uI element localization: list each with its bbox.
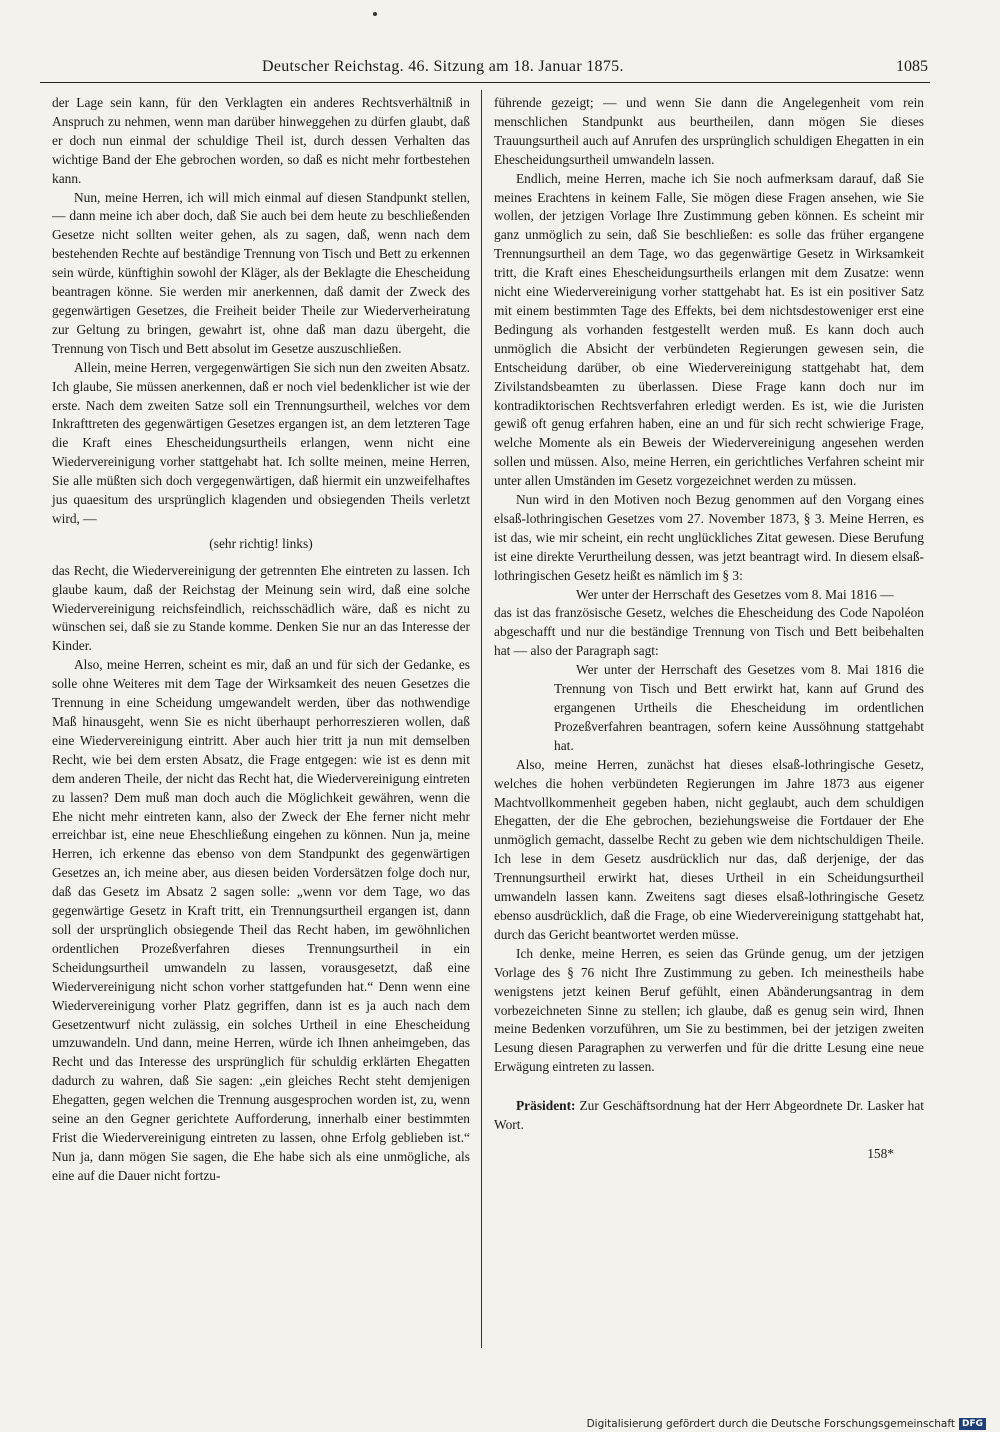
dfg-logo: DFG (959, 1418, 986, 1430)
paragraph: Also, meine Herren, scheint es mir, daß an und für sich der Gedanke, es solle ohne Weiteres mit dem Tage der Wirksamkeit des neuen Gesetzes die Trennung in eine Scheidung umgewandelt werden, über das nothwendige Maß hinausgeht, wenn Sie es nicht überhaupt perhorreszieren wollen, daß eine Wiedervereinigung eintritt. Aber auch hier tritt ja nun mit demselben Recht, wie bei dem ersten Absatz, die Frage entgegen: wie ist es denn mit dem anderen Theile, der nicht das Recht hat, die Wiedervereinigung eintreten zu lassen? Dem muß man doch auch die Möglichkeit gewähren, wenn die Ehe nicht mehr eintreten kann, also der Zweck der Ehe ferner nicht mehr erreichbar ist, eine neue Eheschließung eingehen zu können. Nun ja, meine Herren, ich erkenne das ebenso von dem Standpunkt des gegenwärtigen Gesetzes an, ich meine aber, aus diesen beiden Vordersätzen folge doch nur, daß das Gesetz im Absatz 2 sagen solle: „wenn vor dem Tage, wo das gegenwärtige Gesetz in Kraft tritt, ein Trennungsurtheil ergangen ist, dann soll der ursprünglich obsiegende Theil das Recht haben, im gewöhnlichen ordentlichen Prozeßverfahren dieses Trennungsurtheil in ein Scheidungsurtheil umwandeln zu lassen, vorausgesetzt, daß eine Wiedervereinigung nicht schon vorher stattgefunden hat.“ Denn wenn eine Wiedervereinigung vorher Platz gegriffen, dann ist es ja auch nach dem Gesetzentwurf nicht zulässig, ein solches Urtheil in eine Ehescheidung umzuwandeln. Und dann, meine Herren, würde ich Ihnen anheimgeben, das Recht und das Interesse des ursprünglich für schuldig erklärten Ehegatten dadurch zu wahren, daß Sie sagen: „ein gleiches Recht steht demjenigen Ehegatten, gegen welchen die Trennung ausgesprochen worden ist, zu, wenn seine an den Gegner gerichtete Aufforderung, innerhalb einer bestimmten Frist die Wiedervereinigung eintreten zu lassen, ohne Erfolg geblieben ist.“ Nun ja, dann mögen Sie sagen, die Ehe habe sich als eine unmögliche, als eine auf die Dauer nicht fortzu- (52, 657, 470, 1183)
law-quote: Wer unter der Herrschaft des Gesetzes vom 8. Mai 1816 — (576, 586, 894, 602)
paragraph: Nun wird in den Motiven noch Bezug genommen auf den Vorgang eines elsaß-lothringischen Gesetzes vom 27. November 1873, § 3. Meine Herren, es ist das, wie mir scheint, ein recht unglückliches Zitat gewesen. Diese Berufung ist eine direkte Verurtheilung dessen, was jetzt beantragt wird. In diesem elsaß-lothringischen Gesetz heißt es nämlich im § 3: (494, 492, 924, 583)
footer-text: Digitalisierung gefördert durch die Deutsche Forschungsgemeinschaft (586, 1418, 955, 1430)
page-number: 1085 (896, 58, 928, 75)
paragraph: Allein, meine Herren, vergegenwärtigen Sie sich nun den zweiten Absatz. Ich glaube, Sie müssen anerkennen, daß er noch viel bedenklicher ist wie der erste. Nach dem zweiten Satze soll ein Trennungsurtheil, welches vor dem Inkrafttreten des gegenwärtigen Gesetzes ergangen ist, an dem letzteren Tage die Kraft eines Ehescheidungsurtheils erlangen, wenn nicht eine Wiedervereinigung vorher stattgehabt hat. Ich sollte meinen, meine Herren, Sie alle müßten sich doch vergegenwärtigen, daß hiermit ein unzweifelhaftes jus quaesitum des ursprünglich klagenden und obsiegenden Theils verletzt wird, — (52, 359, 470, 526)
president-statement (494, 1097, 924, 1135)
paragraph: führende gezeigt; — und wenn Sie dann die Angelegenheit vom rein menschlichen Standpunkt aus beurtheilen, dann mögen Sie dieses Trauungsurtheil auch auf Anrufen des ursprünglich schuldigen Ehegatten in ein Ehescheidungsurtheil umwandeln lassen. (494, 95, 924, 167)
right-column (494, 94, 924, 1164)
paragraph: Also, meine Herren, zunächst hat dieses elsaß-lothringische Gesetz, welches die hohen verbündeten Regierungen im Jahre 1873 aus eigener Machtvollkommenheit gegeben haben, nicht geglaubt, auch dem schuldigen Ehegatten, der die Ehe gebrochen, beziehungsweise die Fortdauer der Ehe unmöglich gemacht, dasselbe Recht zu geben wie dem nichtschuldigen Theile. Ich lese in dem Gesetz ausdrücklich nur das, daß derjenige, der das Trennungsurtheil erwirkt hat, dieses Urtheil in ein Scheidungsurtheil umwandeln lassen kann. Zweitens sagt dieses elsaß-lothringische Gesetz ebenso ausdrücklich, daß die Frage, ob eine Wiedervereinigung stattgehabt hat, durch das Gericht beantwortet werden müsse. (494, 756, 924, 942)
paragraph: das ist das französische Gesetz, welches die Ehescheidung des Code Napoléon abgeschafft und nur die beständige Trennung von Tisch und Bett beibehalten hat — also der Paragraph sagt: (494, 605, 924, 659)
paragraph: Nun, meine Herren, ich will mich einmal auf diesen Standpunkt stellen, — dann meine ich aber doch, daß Sie auch bei dem heute zu beschließenden Gesetze nicht sollten weiter gehen, als zu sagen, daß, wenn nach dem bestehenden Rechte auf beständige Trennung von Tisch und Bett zu erkennen sein würde, künftighin sowohl der Kläger, als der Beklagte die Ehescheidung beantragen könne. Sie werden mir anerkennen, daß damit der Zweck des gegenwärtigen Gesetzes, die Freiheit beider Theile zur Wiederverheiratung zur Geltung zu bringen, gewahrt ist, ohne daß man dazu übergeht, die Trennung von Tisch und Bett absolut im Gesetze auszuschließen. (52, 189, 470, 356)
paragraph: der Lage sein kann, für den Verklagten ein anderes Rechtsverhältniß in Anspruch zu nehmen, wenn man darüber hinweggehen zu dürfen glaubt, daß er doch nun einmal der schuldige Theil ist, durch dessen Verhalten das wichtige Band der Ehe gebrochen worden, so daß es nicht mehr fortbestehen kann. (52, 95, 470, 186)
left-column (52, 94, 470, 1186)
paragraph: Endlich, meine Herren, mache ich Sie noch aufmerksam darauf, daß Sie meines Erachtens in keinem Falle, Sie mögen diese Fragen ansehen, wie Sie wollen, der jetzigen Vorlage Ihre Zustimmung geben können. Es scheint mir ganz unmöglich zu sein, daß Sie beschließen: es solle das früher ergangene Trennungsurtheil an dem Tage, wo das gegenwärtige Gesetz in Wirksamkeit tritt, die Kraft eines Ehescheidungsurtheils erlangen mit dem Zusatze: wenn nicht eine Wiedervereinigung vorher stattgehabt hat. Es ist ein positiver Satz mit einem bestimmten Tage des Effekts, bei dem nichtsdestoweniger erst eine Bedingung als vorhanden festgestellt werden muß. Es kann doch auch unmöglich die Absicht der verbündeten Regierungen gewesen sein, die Entscheidung darüber, ob eine Wiedervereinigung stattgehabt hat, dem Zivilstandsbeamten zu überlassen. Diese Frage kann doch nur im kontradiktorischen Rechtsverfahren erledigt werden. Es ist, wie die Juristen gewiß oft genug erfahren haben, eine an und für sich recht schwierige Frage, welche Momente als ein Beweis der Wiedervereinigung angesehen werden sollen und müssen. Also, meine Herren, ein gerichtliches Verfahren scheint mir unter allen Umständen im Gesetz vorgezeichnet werden zu müssen. (494, 170, 924, 489)
interjection: (sehr richtig! links) (209, 535, 313, 551)
speaker-label: Präsident: (516, 1098, 576, 1114)
footer-credit (587, 1418, 986, 1430)
paragraph: Ich denke, meine Herren, es seien das Gründe genug, um der jetzigen Vorlage des § 76 nicht Ihre Zustimmung zu geben. Ich meinestheils habe wenigstens jetzt keinen Beruf gefühlt, einen Abänderungsantrag in dem vorbezeichneten Sinne zu stellen; ich glaube, daß es genug sein wird, Ihnen meine Bedenken vorzuführen, um Sie zu bestimmen, bei der jetzigen zweiten Lesung diesen Paragraphen zu verwerfen und für die dritte Lesung eine neue Erwägung eintreten zu lassen. (494, 945, 924, 1075)
law-quote: Wer unter der Herrschaft des Gesetzes vom 8. Mai 1816 die Trennung von Tisch und Bett erwirkt hat, kann auf Grund des ergangenen Urtheils die Ehescheidung im ordentlichen Prozeßverfahren beantragen, sofern keine Aussöhnung stattgehabt hat. (554, 662, 924, 753)
running-header (40, 58, 930, 83)
paragraph: das Recht, die Wiedervereinigung der getrennten Ehe eintreten zu lassen. Ich glaube kaum, daß der Reichstag der Meinung sein wird, daß eine solche Wiedervereinigung reichsfeindlich, reichsschädlich wäre, daß es nicht zu wünschen sei, daß sie zu Stande komme. Denken Sie nur an das Interesse der Kinder. (52, 562, 470, 654)
signature-mark: 158* (867, 1145, 894, 1161)
column-divider (481, 90, 482, 1348)
scan-speck (373, 12, 377, 16)
president-text: Zur Geschäftsordnung hat der Herr Abgeordnete Dr. Lasker hat Wort. (494, 1098, 924, 1133)
header-title: Deutscher Reichstag. 46. Sitzung am 18. Januar 1875. (262, 58, 624, 75)
